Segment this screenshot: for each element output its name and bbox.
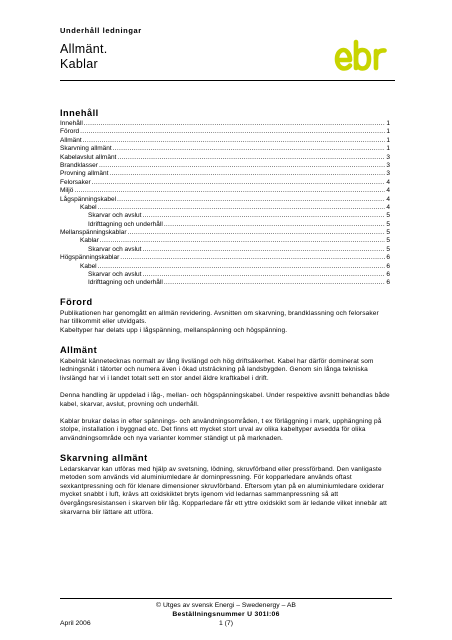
toc-entry-page: 4 <box>386 178 390 186</box>
document-sections <box>60 297 390 517</box>
toc-entry-page: 3 <box>386 161 390 169</box>
title-line-1: Allmänt. <box>60 42 108 56</box>
section-paragraph: Kabelnät kännetecknas normalt av lång livslängd och hög driftsäkerhet. Kabel har därför dominerat som ledningsnät i tätorter och numera även i ökad utsträckning på landsbygden. Genom sin långa tekniska livslängd har vi i landet totalt sett en stor andel äldre kraftkabel i drift. <box>60 357 374 382</box>
toc-entry[interactable] <box>60 237 390 245</box>
toc-entry-label: Skarvning allmänt <box>60 145 112 153</box>
toc-entry-page: 6 <box>386 262 390 270</box>
toc-entry-label: Högspänningskablar <box>60 254 120 262</box>
toc-leader-dots <box>142 212 385 221</box>
toc-entry-label: Skarvar och avslut <box>88 271 142 279</box>
toc-entry[interactable] <box>60 170 390 178</box>
toc-leader-dots <box>83 137 386 146</box>
toc-leader-dots <box>100 237 386 246</box>
toc-entry[interactable] <box>60 120 390 128</box>
toc-leader-dots <box>84 120 386 129</box>
toc-entry[interactable] <box>60 162 390 170</box>
toc-entry-page: 3 <box>386 153 390 161</box>
toc-leader-dots <box>117 196 385 205</box>
toc-entry-page: 1 <box>386 145 390 153</box>
toc-leader-dots <box>128 229 386 238</box>
toc-entry-page: 4 <box>386 187 390 195</box>
toc-leader-dots <box>142 271 385 280</box>
toc-entry[interactable] <box>60 196 390 204</box>
footer-divider <box>60 598 392 599</box>
footer-order-number: Beställningsnummer U 301l:06 <box>172 611 280 618</box>
toc-entry[interactable] <box>60 128 390 136</box>
toc-entry[interactable] <box>60 246 390 254</box>
toc-entry-label: Lågspänningskabel <box>60 195 117 203</box>
toc-entry-label: Förord <box>60 128 80 136</box>
toc-entry-label: Kablar <box>80 237 99 245</box>
section-heading: Allmänt <box>60 344 98 355</box>
toc-entry[interactable] <box>60 229 390 237</box>
toc-entry-page: 1 <box>386 136 390 144</box>
document-category: Underhåll ledningar <box>60 26 142 35</box>
toc-entry-page: 5 <box>386 237 390 245</box>
toc-entry-label: Kabelavslut allmänt <box>60 153 117 161</box>
toc-entry-label: Skarvar och avslut <box>88 212 142 220</box>
toc-leader-dots <box>142 246 385 255</box>
ebr-logo <box>334 38 392 74</box>
toc-entry-label: Allmänt <box>60 136 82 144</box>
toc-entry-page: 5 <box>386 220 390 228</box>
title-line-2: Kablar <box>60 57 98 71</box>
toc-leader-dots <box>120 254 385 263</box>
toc-entry[interactable] <box>60 179 390 187</box>
toc-entry-label: Idrifttagning och underhåll <box>88 279 163 287</box>
toc-entry[interactable] <box>60 145 390 153</box>
toc-entry-label: Kabel <box>80 262 97 270</box>
toc-leader-dots <box>92 179 386 188</box>
toc-entry-label: Felorsaker <box>60 178 91 186</box>
document-title <box>60 42 108 72</box>
toc-entry[interactable] <box>60 212 390 220</box>
toc-entry-label: Brandklasser <box>60 161 98 169</box>
toc-entry[interactable] <box>60 154 390 162</box>
toc-entry-label: Skarvar och avslut <box>88 245 142 253</box>
toc-entry-label: Mellanspänningskablar <box>60 229 127 237</box>
toc-entry-page: 6 <box>386 271 390 279</box>
section-paragraph: Ledarskarvar kan utföras med hjälp av svetsning, lödning, skruvförband eller pressförband. Den vanligaste metoden som används vid aluminiumledare är dorninpressning. För kopparledare används oftast sexkantpressning och för klenare dimensioner skruvförband. Eftersom ytan på en aluminiumledare oxiderar mycket snabbt i luft, krävs att oxidskiktet bryts igenom vid ledarnas sammanpressning så att övergångsresistansen i skarven blir låg. Kopparledare får ett yttre oxidskikt som är ledande vilket innebär att skarvarna blir lättare att utföra. <box>60 465 388 516</box>
toc-heading: Innehåll <box>60 108 99 118</box>
toc-entry[interactable] <box>60 221 390 229</box>
toc-entry-label: Idrifttagning och underhåll <box>88 220 163 228</box>
toc-entry-page: 4 <box>386 195 390 203</box>
toc-leader-dots <box>117 154 385 163</box>
section-paragraph: Publikationen har genomgått en allmän revidering. Avsnitten om skarvning, brandklassning och felorsaker har tillkommit eller utvidgats. Kabeltyper har delats upp i lågspänning, mellanspänning och högspänning. <box>60 309 379 334</box>
toc-entry-page: 6 <box>386 254 390 262</box>
toc-leader-dots <box>113 145 386 154</box>
toc-entry[interactable] <box>60 279 390 287</box>
toc-entry-label: Miljö <box>60 187 74 195</box>
header-divider <box>60 80 395 81</box>
footer-date: April 2006 <box>60 620 91 627</box>
document-body <box>60 108 390 517</box>
toc-entry-label: Provning allmänt <box>60 170 109 178</box>
section-paragraph: Denna handling är uppdelad i låg-, mellan- och högspänningskabel. Under respektive avsnitt behandlas både kabel, skarvar, avslut, provning och underhåll. <box>60 391 390 408</box>
toc-entry-page: 5 <box>386 229 390 237</box>
toc-entry-page: 1 <box>386 128 390 136</box>
toc-leader-dots <box>74 187 385 196</box>
toc-entry-page: 5 <box>386 212 390 220</box>
section-heading: Förord <box>60 296 93 307</box>
toc-leader-dots <box>109 170 385 179</box>
toc-entry-label: Innehåll <box>60 120 83 127</box>
toc-entry[interactable] <box>60 204 390 212</box>
footer-page-number: 1 (7) <box>219 620 233 627</box>
toc-leader-dots <box>80 128 385 137</box>
toc-entry-page: 5 <box>386 245 390 253</box>
toc-entry-page: 6 <box>386 279 390 287</box>
toc-entry[interactable] <box>60 187 390 195</box>
section-heading: Skarvning allmänt <box>60 452 148 463</box>
toc-leader-dots <box>164 221 386 230</box>
toc-leader-dots <box>98 263 386 272</box>
footer-copyright: © Utges av svensk Energi – Swedenergy – AB <box>156 602 296 609</box>
toc-entry[interactable] <box>60 254 390 262</box>
toc-leader-dots <box>98 204 386 213</box>
table-of-contents <box>60 120 390 288</box>
toc-entry-page: 4 <box>386 203 390 211</box>
toc-entry-page: 1 <box>386 120 390 127</box>
toc-entry[interactable] <box>60 137 390 145</box>
toc-entry-page: 3 <box>386 170 390 178</box>
section-paragraph: Kablar brukar delas in efter spännings- och användningsområden, t ex förläggning i mark, upphängning på stolpe, installation i byggnad etc. Det finns ett mycket stort urval av olika kabeltyper avsedda för olika användningsområde och nya varianter kommer ständigt ut på marknaden. <box>60 417 382 442</box>
toc-leader-dots <box>99 162 385 171</box>
toc-entry[interactable] <box>60 263 390 271</box>
toc-leader-dots <box>164 279 386 288</box>
toc-entry-label: Kabel <box>80 203 97 211</box>
